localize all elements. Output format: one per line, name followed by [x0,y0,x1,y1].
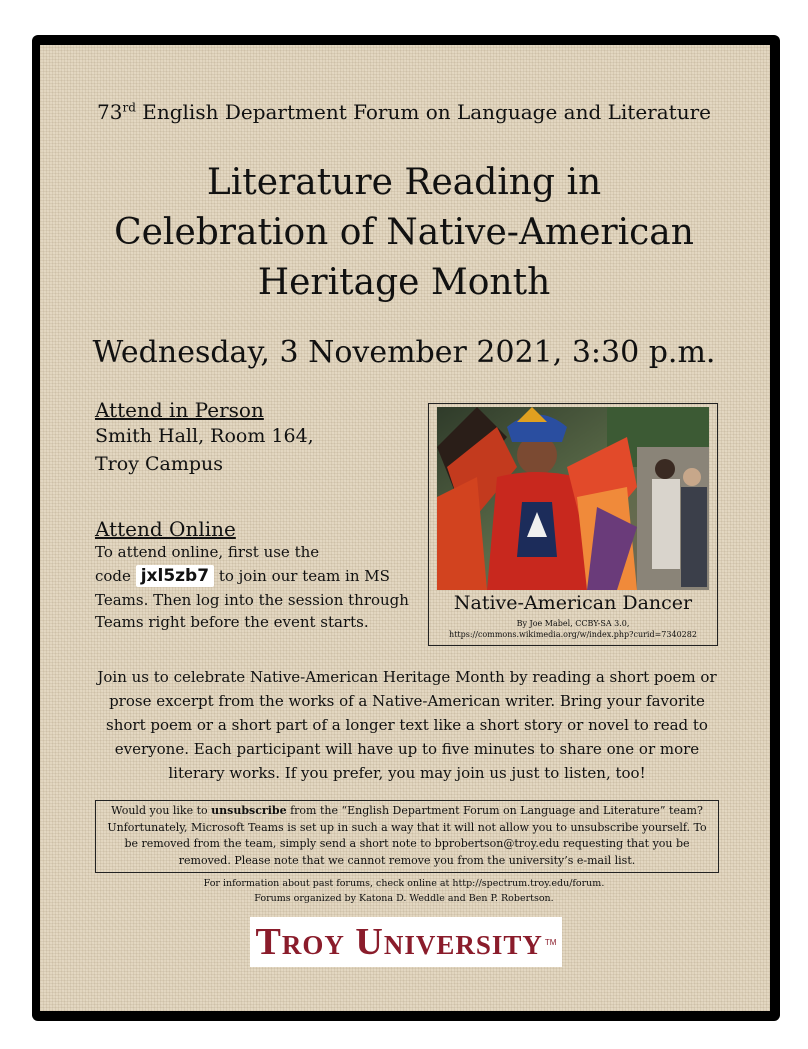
photo-credit [429,618,717,640]
unsubscribe-pre: Would you like to [111,804,212,817]
event-title [0,158,808,308]
online-line-4: Teams right before the event starts. [95,613,369,631]
event-date: Wednesday, 3 November 2021, 3:30 p.m. [92,335,716,370]
forum-name: English Department Forum on Language and Literature [142,100,711,124]
attend-online-heading: Attend Online [95,517,236,541]
online-line-1: To attend online, first use the [95,543,320,561]
location-line-1: Smith Hall, Room 164, [95,425,314,447]
code-suffix: to join our team in MS [218,567,390,585]
forum-ordinal: 73 [97,100,123,124]
event-title-line-1: Literature Reading in [206,162,602,203]
photo-credit-line-1: By Joe Mabel, CCBY-SA 3.0, [516,619,630,628]
unsubscribe-box [95,800,719,873]
attend-in-person-heading: Attend in Person [95,398,264,422]
attend-online-section [95,517,425,633]
unsubscribe-text [102,803,712,869]
unsubscribe-post: from the “English Department Forum on Language and Literature” team? Unfortunately, Microsoft Teams is set up in such a way that it will not allow you to unsubscribe yourself. To be removed from the team, simply send a short note to bprobertson@troy.edu requesting that you be removed. Please note that we cannot remove you from the university’s e-mail list. [107,804,707,867]
event-title-line-3: Heritage Month [257,262,551,303]
forum-ordinal-suffix: rd [122,100,136,115]
event-title-line-2: Celebration of Native-American [114,212,694,253]
photo-caption: Native-American Dancer [453,592,693,614]
dancer-photo [437,407,709,590]
online-line-3: Teams. Then log into the session through [95,591,409,609]
online-line-2 [95,565,425,587]
organizers-info: Forums organized by Katona D. Weddle and Ben P. Robertson. [254,893,554,904]
logo-trademark: TM [544,937,557,947]
attend-in-person-section [95,398,314,478]
past-forums-info: For information about past forums, check online at http://spectrum.troy.edu/forum. [203,878,605,889]
unsubscribe-bold: unsubscribe [211,804,287,817]
forum-heading [0,100,808,124]
troy-university-logo [250,917,562,967]
photo-credit-link[interactable]: https://commons.wikimedia.org/w/index.php?curid=7340282 [449,630,697,639]
photo-box [428,403,718,646]
join-paragraph: Join us to celebrate Native-American Heritage Month by reading a short poem or prose excerpt from the works of a Native-American writer. Bring your favorite short poem or a short part of a longer text like a short story or novel to read to everyone. Each participant will have up to five minutes to share one or more literary works. If you prefer, you may join us just to listen, too! [97,668,717,782]
logo-text: Troy University [255,921,543,963]
team-code: jxl5zb7 [136,565,214,587]
code-prefix: code [95,567,131,585]
location-line-2: Troy Campus [95,453,223,475]
